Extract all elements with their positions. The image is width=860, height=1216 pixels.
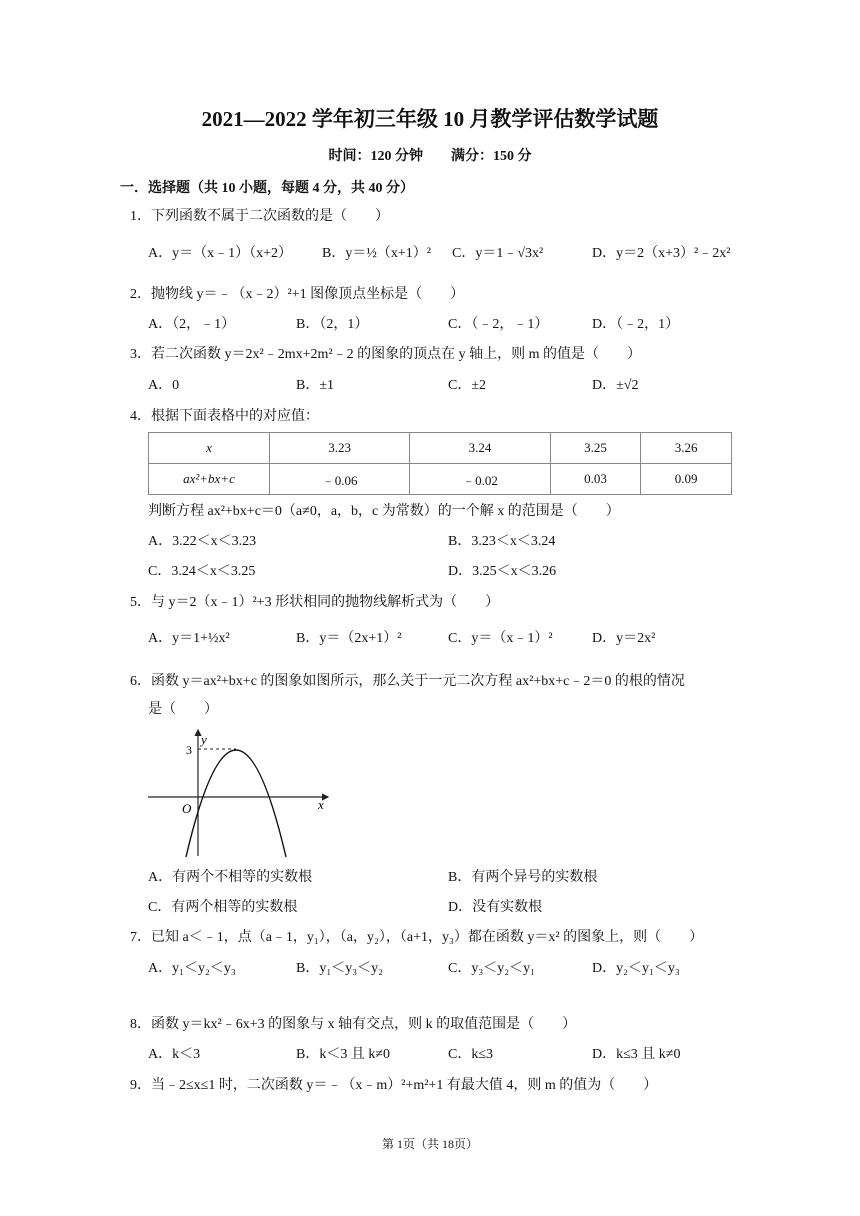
table-row [149,464,732,495]
table-cell: 3.23 [270,433,410,464]
question-3-stem: 3．若二次函数 y＝2x²﹣2mx+2m²﹣2 的图象的顶点在 y 轴上，则 m 的值是（ ） [130,347,641,362]
values-table [148,432,732,495]
q7-option-c: C．y₃＜y₂＜y₁ [448,961,535,976]
q4-option-b: B．3.23＜x＜3.24 [448,534,556,549]
section-heading: 一．选择题（共 10 小题，每题 4 分，共 40 分） [120,181,414,196]
page-footer: 第 1页（共 18页） [381,1137,478,1151]
q1-option-d: D．y＝2（x+3）²﹣2x² [592,246,731,261]
table-cell: ﹣0.02 [410,464,550,495]
table-cell: 0.03 [550,464,641,495]
q3-option-c: C．±2 [448,378,487,393]
exam-subtitle: 时间：120 分钟 满分：150 分 [328,149,532,164]
q1-option-a: A．y＝（x﹣1）（x+2） [148,246,293,261]
table-cell: ﹣0.06 [270,464,410,495]
q6-option-c: C．有两个相等的实数根 [148,900,298,915]
q2-option-d: D．（﹣2，1） [592,317,680,332]
q7-option-d: D．y₂＜y₁＜y₃ [592,961,680,976]
exam-title: 2021—2022 学年初三年级 10 月教学评估数学试题 [201,107,659,131]
question-5-stem: 5．与 y＝2（x﹣1）²+3 形状相同的抛物线解析式为（ ） [130,595,500,610]
q6-option-b: B．有两个异号的实数根 [448,870,598,885]
table-cell: 0.09 [641,464,732,495]
q1-option-c: C．y＝1﹣√3x² [452,246,544,261]
q2-option-c: C．（﹣2，﹣1） [448,317,549,332]
table-cell: 3.26 [641,433,732,464]
y-axis-label: y [201,732,207,747]
question-9-stem: 9．当﹣2≤x≤1 时，二次函数 y＝﹣（x﹣m）²+m²+1 有最大值 4，则 m 的值为（ ） [130,1078,658,1093]
question-4-stem: 4．根据下面表格中的对应值： [130,409,319,424]
origin-label: O [182,801,192,816]
parabola-graph [146,726,336,858]
table-cell: ax²+bx+c [149,464,270,495]
parabola-curve [186,750,286,857]
q4-option-c: C．3.24＜x＜3.25 [148,564,256,579]
q3-option-a: A．0 [148,378,180,393]
q5-option-d: D．y＝2x² [592,631,656,646]
q3-option-d: D．±√2 [592,378,639,393]
q5-option-b: B．y＝（2x+1）² [296,631,402,646]
q8-option-a: A．k＜3 [148,1047,201,1062]
question-1-stem: 1．下列函数不属于二次函数的是（ ） [130,209,389,224]
table-cell: 3.25 [550,433,641,464]
question-2-stem: 2．抛物线 y＝﹣（x﹣2）²+1 图像顶点坐标是（ ） [130,287,465,302]
q4-option-d: D．3.25＜x＜3.26 [448,564,557,579]
q8-option-b: B．k＜3 且 k≠0 [296,1047,391,1062]
q5-option-c: C．y＝（x﹣1）² [448,631,553,646]
question-6-stem: 6．函数 y＝ax²+bx+c 的图象如图所示，那么关于一元二次方程 ax²+bx+c﹣2＝0 的根的情况 [130,674,685,689]
q6-option-d: D．没有实数根 [448,900,543,915]
q8-option-c: C．k≤3 [448,1047,494,1062]
question-7-stem: 7．已知 a＜﹣1，点（a﹣1，y₁），（a，y₂），（a+1，y₃）都在函数 y＝x² 的图象上，则（ ） [130,930,704,945]
q8-option-d: D．k≤3 且 k≠0 [592,1047,681,1062]
q7-option-a: A．y₁＜y₂＜y₃ [148,961,236,976]
table-cell: 3.24 [410,433,550,464]
question-4-stem-2: 判断方程 ax²+bx+c＝0（a≠0，a，b，c 为常数）的一个解 x 的范围是（ ） [148,504,620,519]
question-6-stem-cont: 是（ ） [148,702,218,717]
x-axis-label: x [318,797,324,812]
vertex-y-label: 3 [186,743,192,757]
question-8-stem: 8．函数 y＝kx²﹣6x+3 的图象与 x 轴有交点，则 k 的取值范围是（ ） [130,1017,577,1032]
q7-option-b: B．y₁＜y₃＜y₂ [296,961,383,976]
q1-option-b: B．y＝½（x+1）² [322,246,431,261]
table-cell: x [149,433,270,464]
table-row [149,433,732,464]
q5-option-a: A．y＝1+½x² [148,631,230,646]
q2-option-b: B．（2，1） [296,317,369,332]
q3-option-b: B．±1 [296,378,335,393]
q6-option-a: A．有两个不相等的实数根 [148,870,313,885]
q4-option-a: A．3.22＜x＜3.23 [148,534,257,549]
q2-option-a: A．（2，﹣1） [148,317,236,332]
